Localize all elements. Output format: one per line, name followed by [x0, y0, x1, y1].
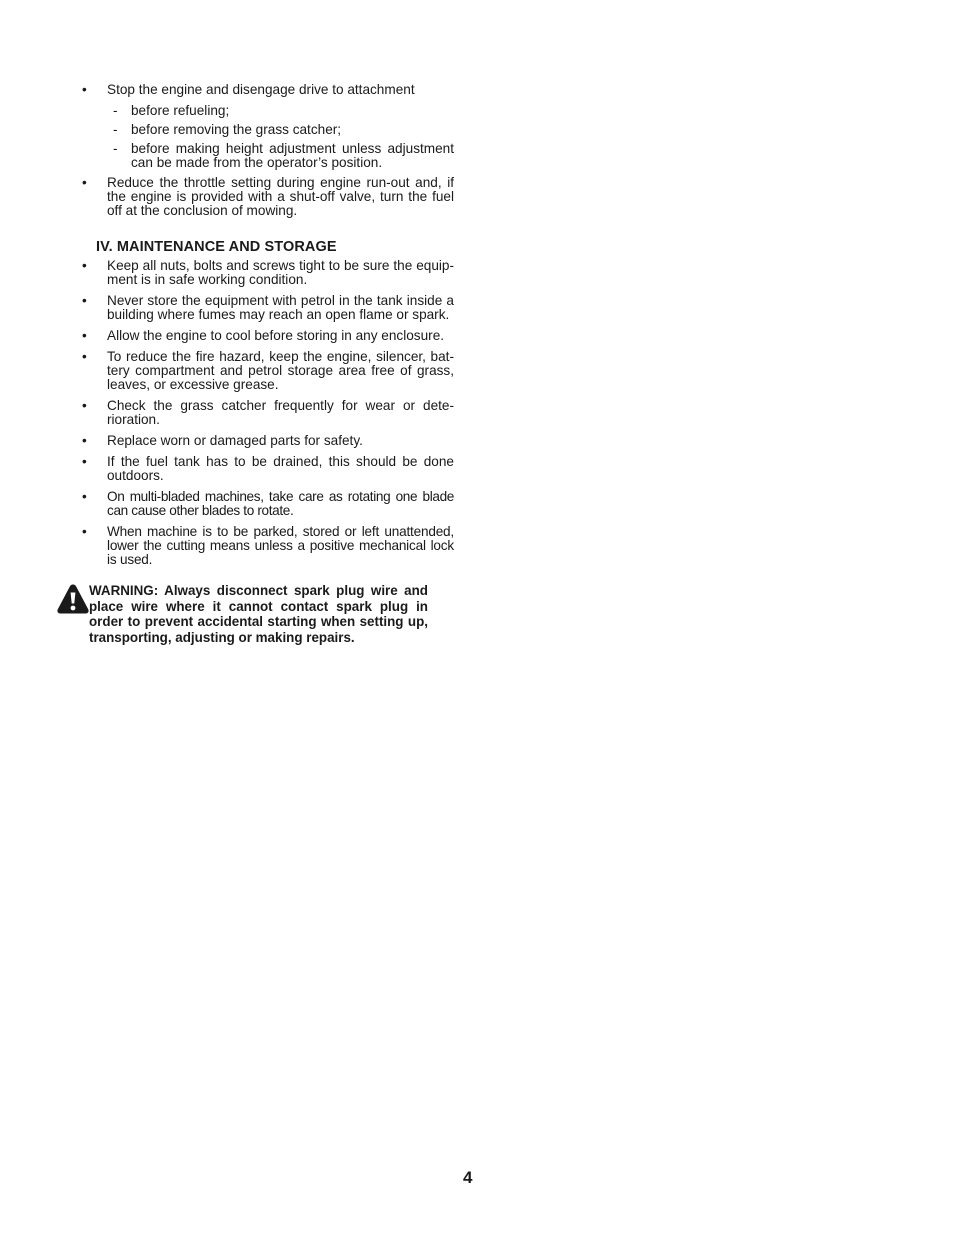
list-item-text: To reduce the fire hazard, keep the engine, silencer, bat- tery compartment and petrol storage area free of grass, leaves, or excessive grease. — [107, 349, 454, 392]
dash-mark: - — [113, 122, 118, 137]
list-item — [80, 350, 454, 392]
list-item — [80, 259, 454, 287]
bullet-mark: • — [82, 433, 87, 448]
list-item-text: Check the grass catcher frequently for wear or dete- rioration. — [107, 398, 454, 427]
list-item — [80, 329, 454, 343]
list-item — [80, 455, 454, 483]
list-item-text: Never store the equipment with petrol in the tank inside a building where fumes may reach an open flame or spark. — [107, 293, 454, 322]
list-item-text: Allow the engine to cool before storing in any enclosure. — [107, 328, 445, 343]
bullet-mark: • — [82, 454, 87, 469]
list-item — [80, 176, 454, 218]
instructions-column — [80, 83, 454, 574]
sub-list-item — [80, 123, 454, 137]
list-item-text: When machine is to be parked, stored or left unattended, lower the cutting means unless a positive mechanical lock is used. — [107, 524, 454, 567]
bullet-mark: • — [82, 489, 87, 504]
list-item — [80, 294, 454, 322]
bullet-mark: • — [82, 328, 87, 343]
page-number: 4 — [463, 1168, 473, 1187]
list-item — [80, 490, 454, 518]
list-item-text: Replace worn or damaged parts for safety. — [107, 433, 363, 448]
bullet-mark: • — [82, 175, 87, 190]
list-item — [80, 434, 454, 448]
dash-mark: - — [113, 141, 118, 156]
sub-list-item-text: before removing the grass catcher; — [131, 122, 342, 137]
sub-list-item-text: before refueling; — [131, 103, 230, 118]
warning-triangle-icon — [56, 583, 90, 615]
list-item-text: Stop the engine and disengage drive to attachment — [107, 82, 415, 97]
list-item-text: Reduce the throttle setting during engine run-out and, if the engine is provided with a shut-off valve, turn the fuel off at the conclusion of mowing. — [107, 175, 454, 218]
bullet-mark: • — [82, 293, 87, 308]
bullet-mark: • — [82, 82, 87, 97]
warning-text: WARNING: Always disconnect spark plug wire and place wire where it cannot contact spark plug in order to prevent accidental starting when setting up, transporting, adjusting or making repairs. — [89, 583, 428, 645]
list-item — [80, 83, 454, 97]
bullet-mark: • — [82, 349, 87, 364]
bullet-mark: • — [82, 524, 87, 539]
sub-list-item — [80, 104, 454, 118]
sub-list-item-text: before making height adjustment unless adjustment can be made from the operator’s position. — [131, 141, 454, 170]
list-item-text: If the fuel tank has to be drained, this should be done outdoors. — [107, 454, 454, 483]
list-item — [80, 525, 454, 567]
list-item-text: On multi-bladed machines, take care as rotating one blade can cause other blades to rotate. — [107, 489, 454, 518]
section-heading: IV. MAINTENANCE AND STORAGE — [96, 239, 337, 255]
warning-box — [56, 583, 428, 645]
list-item — [80, 399, 454, 427]
bullet-mark: • — [82, 398, 87, 413]
bullet-mark: • — [82, 258, 87, 273]
dash-mark: - — [113, 103, 118, 118]
list-item-text: Keep all nuts, bolts and screws tight to be sure the equip- ment is in safe working condition. — [107, 258, 454, 287]
sub-list-item — [80, 142, 454, 170]
